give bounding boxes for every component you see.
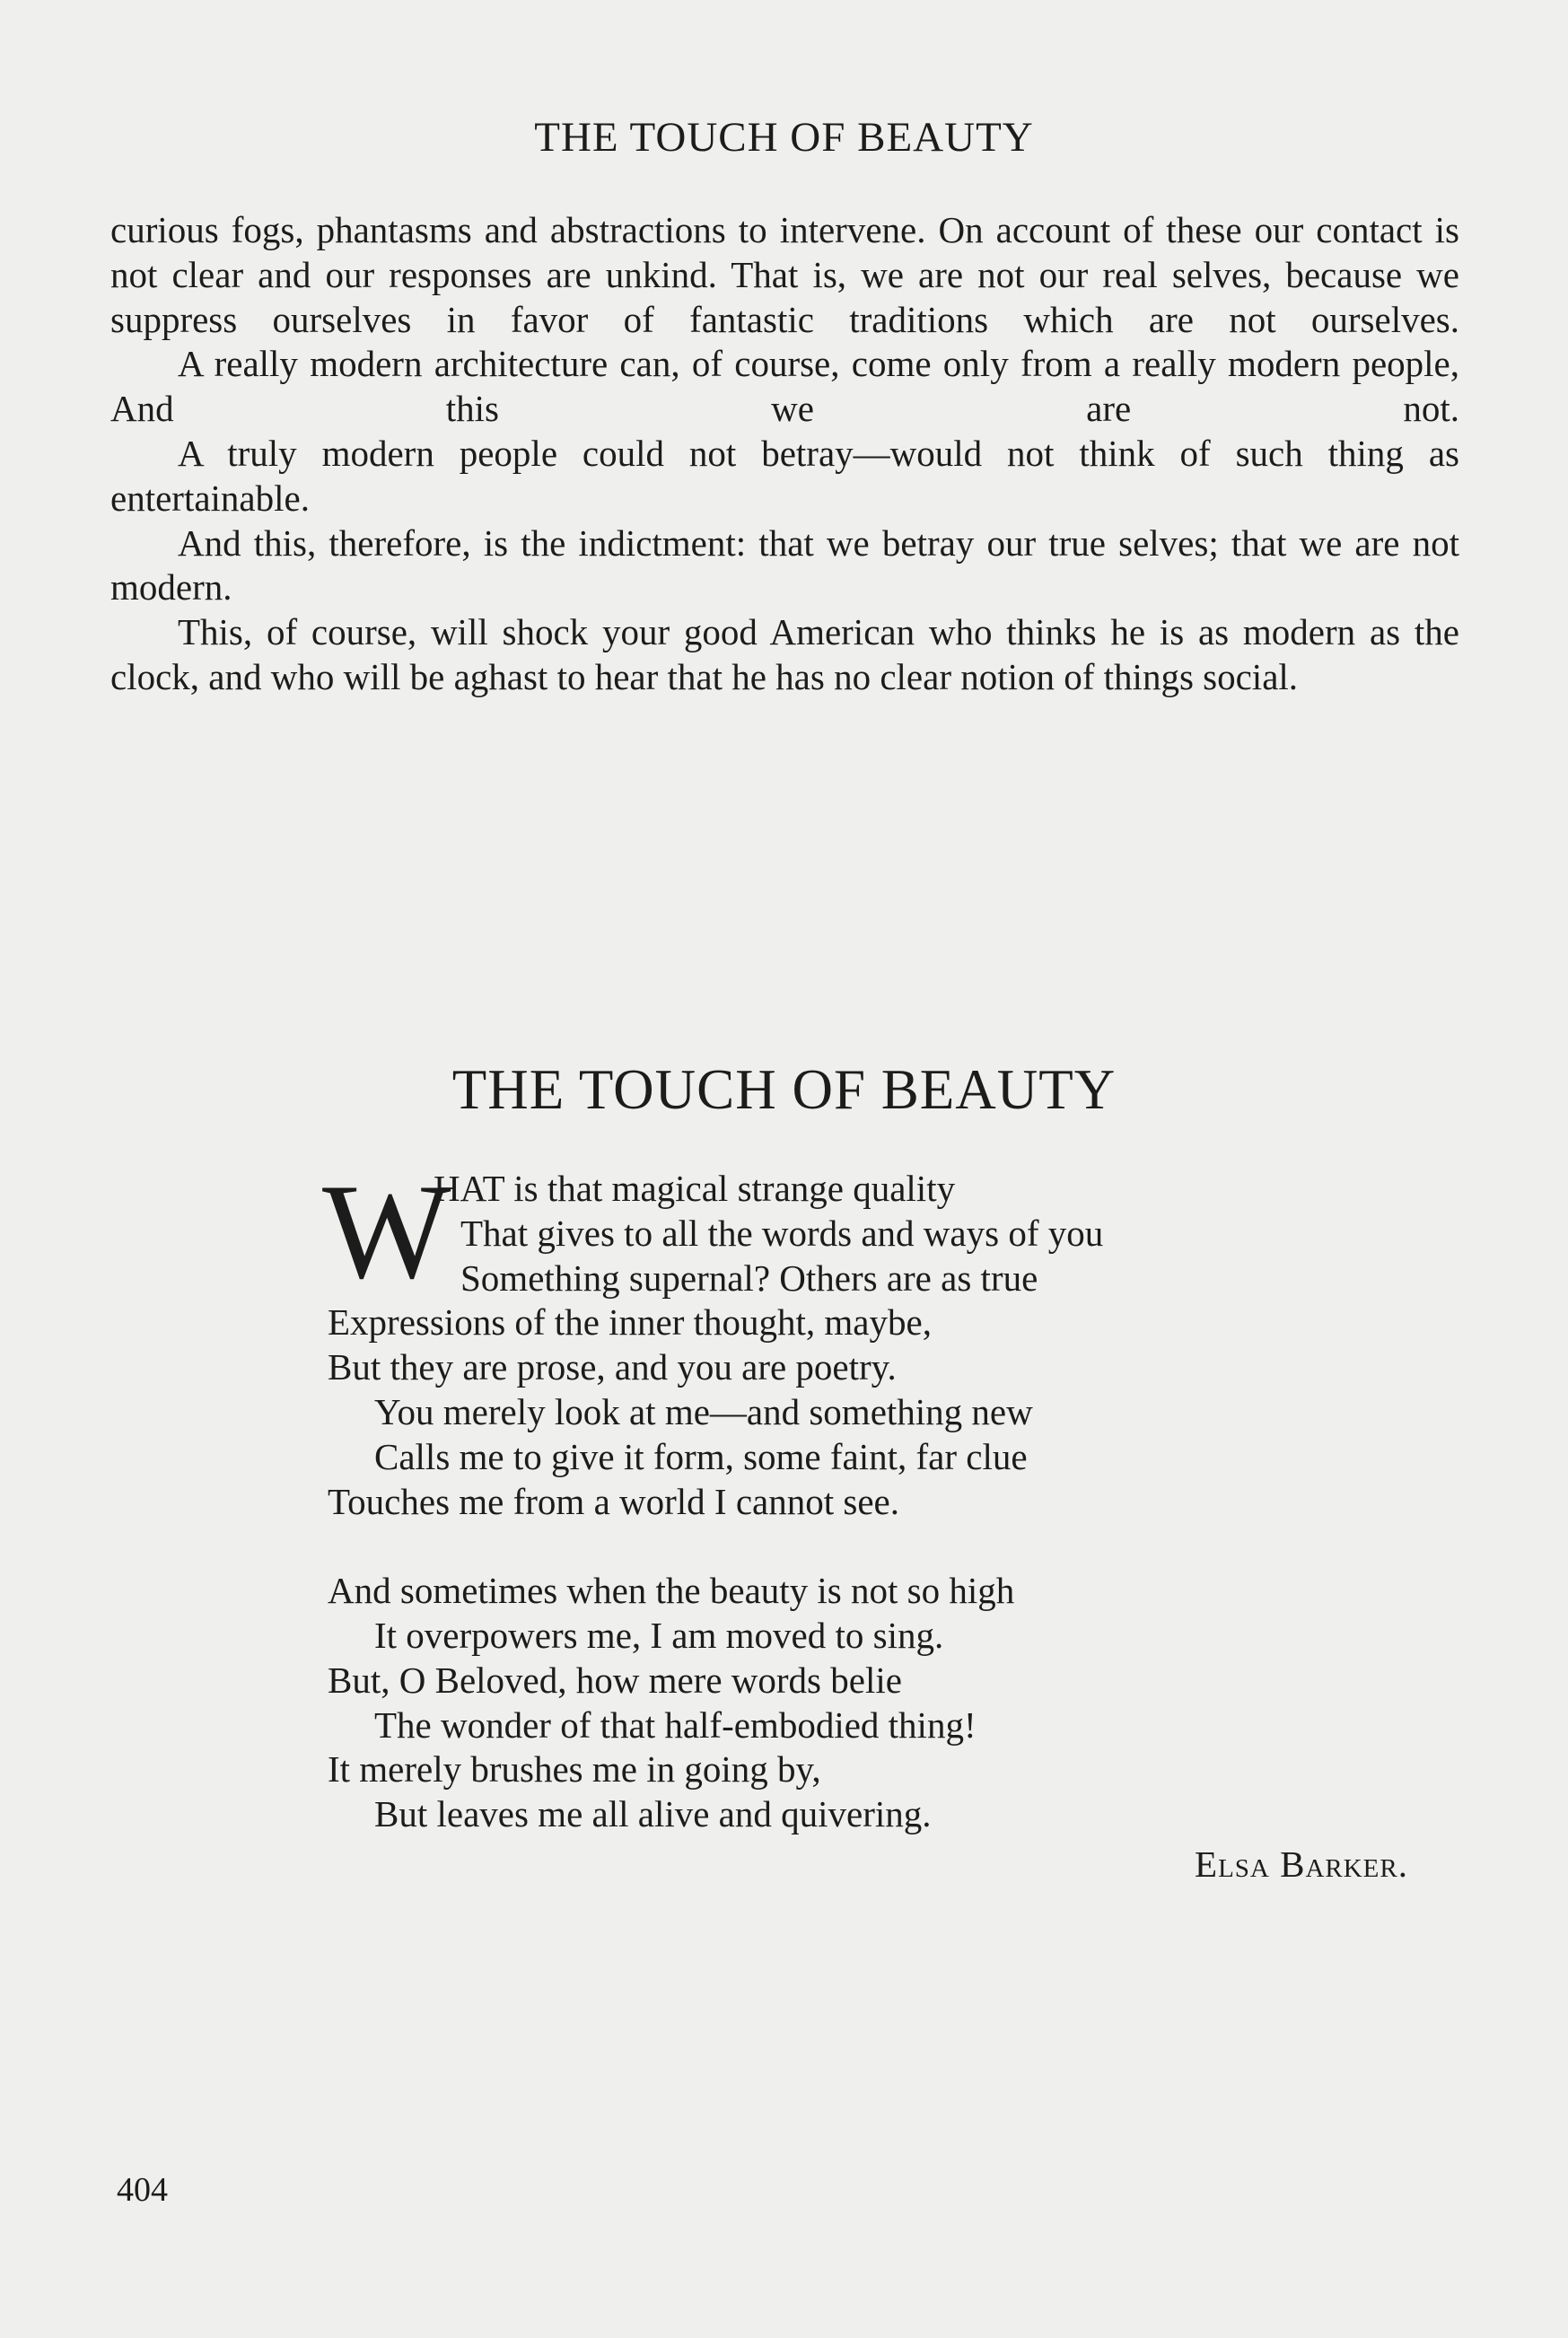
paragraph: A truly modern people could not betray—would not think of such thing as entertainable. (110, 432, 1459, 519)
poem-line: Expressions of the inner thought, maybe, (328, 1301, 932, 1344)
poem-author: Elsa Barker. (1195, 1843, 1408, 1885)
paragraph: A really modern architecture can, of course, come only from a really modern people, And this we are not. (110, 343, 1459, 430)
poem-line: Touches me from a world I cannot see. (328, 1480, 899, 1522)
poem-line: It merely brushes me in going by, (328, 1748, 821, 1791)
page-number: 404 (117, 2171, 168, 2209)
poem-title: THE TOUCH OF BEAUTY (451, 1058, 1117, 1121)
poem-line: Calls me to give it form, some faint, far clue (374, 1435, 1028, 1477)
stanza-break (328, 1524, 1441, 1569)
poem-line: But, O Beloved, how mere words belie (328, 1659, 902, 1701)
poem-line: Something supernal? Others are as true (460, 1257, 1038, 1299)
poem-line: That gives to all the words and ways of you (460, 1212, 1104, 1254)
poem-line: But leaves me all alive and quivering. (374, 1793, 932, 1835)
poem-line: It overpowers me, I am moved to sing. (374, 1614, 944, 1656)
poem-line: You merely look at me—and something new (374, 1390, 1033, 1432)
prose-block (110, 208, 1459, 700)
poem-line: HAT is that magical strange quality (434, 1168, 956, 1209)
poem (322, 1156, 1441, 1837)
drop-cap: W (322, 1156, 451, 1307)
paragraph: This, of course, will shock your good American who thinks he is as modern as the clock, and who will be aghast to hear that he has no clear notion of things social. (110, 611, 1459, 697)
poem-opening (322, 1156, 1441, 1307)
poem-line: The wonder of that half-embodied thing! (374, 1703, 977, 1746)
poem-line: But they are prose, and you are poetry. (328, 1346, 897, 1388)
paragraph: And this, therefore, is the indictment: that we betray our true selves; that we are not modern. (110, 521, 1459, 609)
paragraph: curious fogs, phantasms and abstractions to intervene. On account of these our contact is not clear and our responses are unkind. That is, we are not our real selves, because we suppress ourselves in favor of fantastic traditions which are not ourselves. (110, 209, 1459, 340)
running-head: THE TOUCH OF BEAUTY (534, 114, 1034, 161)
poem-line: And sometimes when the beauty is not so high (328, 1570, 1015, 1612)
